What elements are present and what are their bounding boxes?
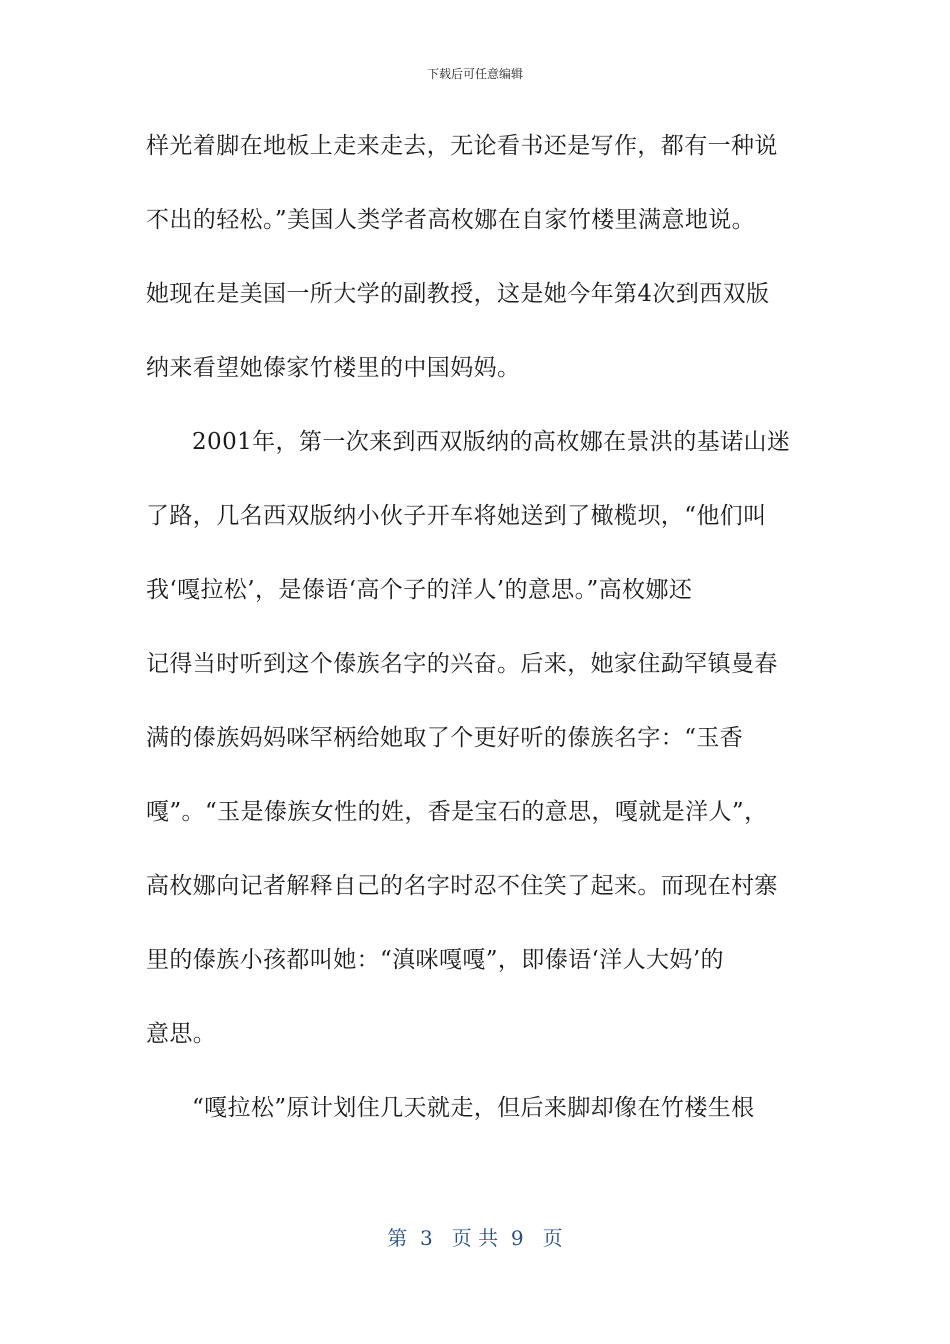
paragraph-first-line: 2001年，第一次来到西双版纳的高枚娜在景洪的基诺山迷 [192, 429, 791, 455]
paragraph-first-line: “嘎拉松”原计划住几天就走，但后来脚却像在竹楼生根 [192, 1095, 755, 1121]
text-line: 意思。 [146, 1021, 217, 1047]
page-header: 下载后可任意编辑 [426, 67, 523, 81]
text-line: 里的傣族小孩都叫她：“滇咪嘎嘎”，即傣语‘洋人大妈’的 [146, 947, 724, 973]
text-line: 样光着脚在地板上走来走去，无论看书还是写作，都有一种说 [146, 133, 778, 159]
text-line: 纳来看望她傣家竹楼里的中国妈妈。 [146, 355, 521, 381]
text-line: 满的傣族妈妈咪罕柄给她取了个更好听的傣族名字：“玉香 [146, 725, 744, 751]
text-line: 了路，几名西双版纳小伙子开车将她送到了橄榄坝，“他们叫 [146, 503, 767, 529]
page-number-footer: 第 3 页 共 9 页 [387, 1226, 563, 1250]
text-line: 嘎”。“玉是傣族女性的姓，香是宝石的意思，嘎就是洋人”， [146, 799, 768, 825]
document-body [146, 122, 806, 1158]
text-line: 不出的轻松。”美国人类学者高枚娜在自家竹楼里满意地说。 [146, 207, 756, 233]
text-line: 我‘嘎拉松’，是傣语‘高个子的洋人’的意思。”高枚娜还 [146, 577, 693, 603]
text-line: 她现在是美国一所大学的副教授，这是她今年第4次到西双版 [146, 281, 770, 307]
text-line: 记得当时听到这个傣族名字的兴奋。后来，她家住勐罕镇曼春 [146, 651, 778, 677]
text-line: 高枚娜向记者解释自己的名字时忍不住笑了起来。而现在村寨 [146, 873, 778, 899]
